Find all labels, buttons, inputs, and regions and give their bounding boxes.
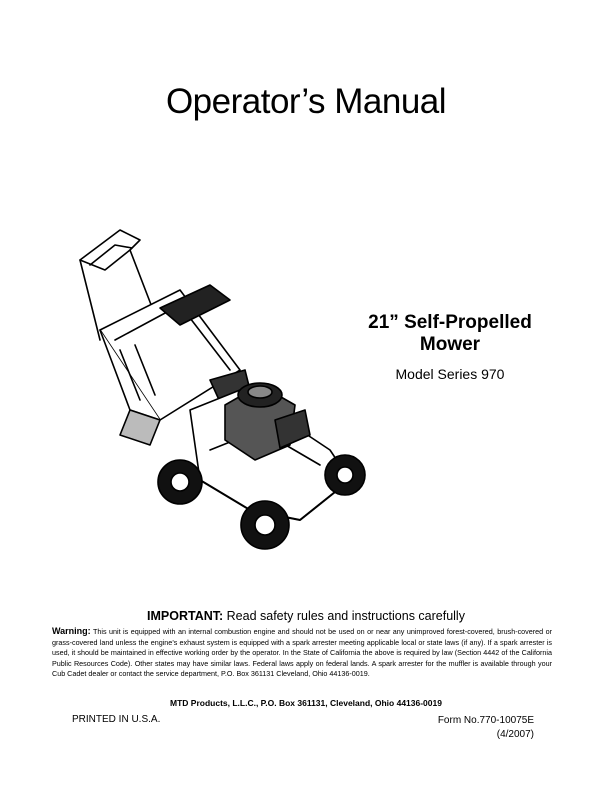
company-address: MTD Products, L.L.C., P.O. Box 361131, Cleveland, Ohio 44136-0019: [170, 698, 442, 708]
important-label: IMPORTANT:: [147, 609, 224, 623]
form-number: Form No.770-10075E: [437, 715, 534, 726]
product-info: [340, 312, 560, 382]
important-notice: [0, 609, 612, 623]
printed-in-label: PRINTED IN U.S.A.: [72, 714, 161, 725]
model-series: Model Series 970: [395, 366, 505, 382]
form-date: (4/2007): [496, 729, 534, 740]
important-text: Read safety rules and instructions carefully: [223, 609, 465, 623]
warning-paragraph: [52, 626, 552, 680]
warning-text: This unit is equipped with an internal combustion engine and should not be used on or near any unimproved forest-covered, brush-covered or grass-covered land unless the engine’s exhaust system is equipped with a spark arrester meeting applicable local or state laws (if any). If a spark arrester is used, it should be maintained in effective working order by the operator. In the State of California the above is required by law (Section 4442 of the California Public Resources Code). Other states may have similar laws. Federal laws apply on federal lands. A spark arrester for the muffler is available through your Cub Cadet dealer or contact the service department, P.O. Box 361131 Cleveland, Ohio 44136-0019.: [52, 627, 552, 679]
product-name-line-1: 21” Self-Propelled: [368, 312, 532, 333]
lawn-mower-illustration: [60, 220, 380, 550]
page-title: Operator’s Manual: [165, 82, 447, 121]
warning-label: Warning:: [52, 626, 91, 636]
form-info: [438, 714, 534, 742]
product-name-line-2: Mower: [419, 334, 481, 355]
